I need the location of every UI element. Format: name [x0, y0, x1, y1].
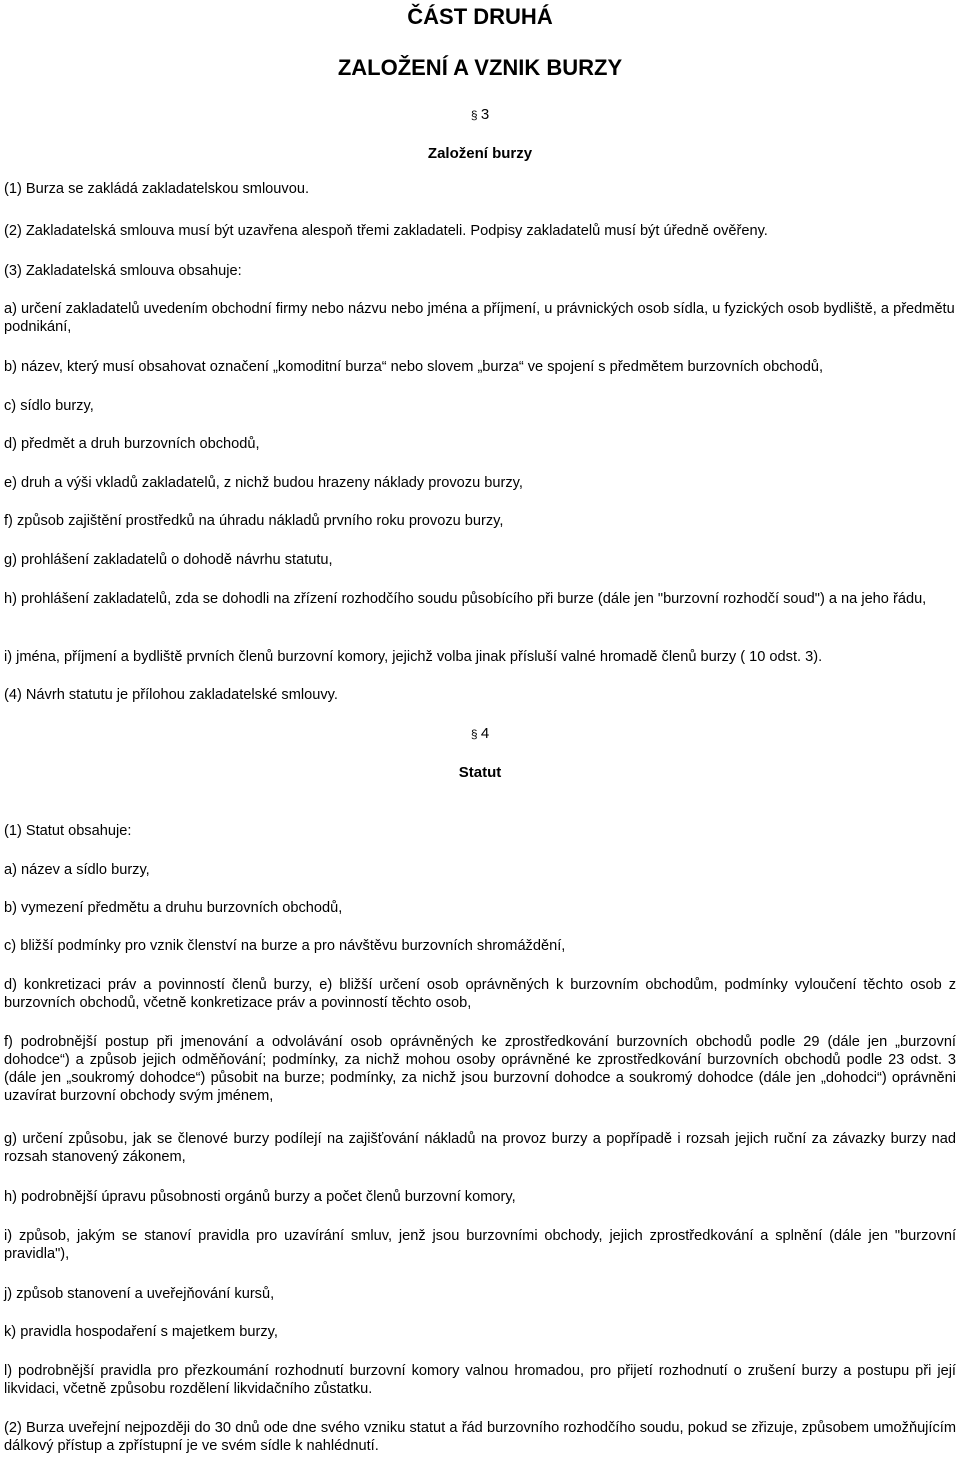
- section-4-title: Statut: [458, 764, 502, 781]
- statute-item-b: b) vymezení předmětu a druhu burzovních obchodů,: [4, 900, 343, 916]
- list-item-c: c) sídlo burzy,: [4, 398, 94, 414]
- statute-paragraph-2: (2) Burza uveřejní nejpozději do 30 dnů ode dne svého vzniku statut a řád burzovního rozhodčího soudu, pokud se zřizuje, způsobem umožňujícím dálkový přístup a zpřístupní je ve svém sídle k nahlédnutí.: [4, 1420, 956, 1454]
- paragraph-3: (3) Zakladatelská smlouva obsahuje:: [4, 263, 242, 279]
- list-item-a: a) určení zakladatelů uvedením obchodní firmy nebo názvu nebo jména a příjmení, u právnických osob sídla, u fyzických osob bydliště, a předmětu podnikání,: [4, 301, 955, 335]
- statute-item-l: l) podrobnější pravidla pro přezkoumání rozhodnutí burzovní komory valnou hromadou, pro přijetí rozhodnutí o zrušení burzy a postupu při její likvidaci, včetně způsobu rozdělení likvidačního zůstatku.: [4, 1363, 956, 1397]
- section-sign-icon: §: [470, 727, 481, 741]
- paragraph-2: (2) Zakladatelská smlouva musí být uzavřena alespoň třemi zakladateli. Podpisy zakladatelů musí být úředně ověřeny.: [4, 223, 768, 239]
- section-4-number: § 4: [470, 725, 490, 742]
- statute-item-a: a) název a sídlo burzy,: [4, 862, 150, 878]
- section-3-number: § 3: [470, 106, 490, 123]
- statute-item-k: k) pravidla hospodaření s majetkem burzy,: [4, 1324, 278, 1340]
- list-item-g: g) prohlášení zakladatelů o dohodě návrhu statutu,: [4, 552, 333, 568]
- section-3-title: Založení burzy: [427, 145, 533, 162]
- paragraph-4: (4) Návrh statutu je přílohou zakladatelské smlouvy.: [4, 687, 338, 703]
- part-title: ČÁST DRUHÁ: [407, 4, 553, 29]
- statute-item-f: f) podrobnější postup při jmenování a odvolávání osob oprávněných ke zprostředkování burzovních obchodů podle 29 (dále jen „burzovní dohodce“) a způsob jejich odměňování; podmínky, za nichž mohou osoby oprávněné ke zprostředkování burzovních obchodů podle 23 odst. 3 (dále jen „soukromý dohodce“) působit na burze; podmínky, za nichž jsou burzovní dohodce a soukromý dohodce (dále jen „dohodci“) oprávněni uzavírat burzovní obchody svým jménem,: [4, 1034, 956, 1104]
- part-subtitle: ZALOŽENÍ A VZNIK BURZY: [337, 55, 623, 80]
- statute-item-c: c) bližší podmínky pro vznik členství na burze a pro návštěvu burzovních shromáždění,: [4, 938, 566, 954]
- statute-item-d: d) konkretizaci práv a povinností členů burzy, e) bližší určení osob oprávněných k burzovním obchodům, podmínky vyloučení těchto osob z burzovních obchodů, včetně konkretizace práv a povinností těchto osob,: [4, 977, 956, 1011]
- statute-paragraph-1: (1) Statut obsahuje:: [4, 823, 132, 839]
- statute-item-j: j) způsob stanovení a uveřejňování kursů,: [4, 1286, 275, 1302]
- list-item-h: h) prohlášení zakladatelů, zda se dohodli na zřízení rozhodčího soudu působícího při burze (dále jen "burzovní rozhodčí soud") a na jeho řádu,: [4, 591, 927, 607]
- statute-item-i: i) způsob, jakým se stanoví pravidla pro uzavírání smluv, jenž jsou burzovními obchody, jejich zprostředkování a splnění (dále jen "burzovní pravidla"),: [4, 1228, 956, 1262]
- statute-item-g: g) určení způsobu, jak se členové burzy podílejí na zajišťování nákladů na provoz burzy a popřípadě i rozsah jejich ruční za závazky burzy nad rozsah stanovený zákonem,: [4, 1131, 956, 1165]
- list-item-e: e) druh a výši vkladů zakladatelů, z nichž budou hrazeny náklady provozu burzy,: [4, 475, 523, 491]
- list-item-i: i) jména, příjmení a bydliště prvních členů burzovní komory, jejichž volba jinak přísluší valné hromadě členů burzy ( 10 odst. 3).: [4, 649, 823, 665]
- statute-item-h: h) podrobnější úpravu působnosti orgánů burzy a počet členů burzovní komory,: [4, 1189, 516, 1205]
- list-item-b: b) název, který musí obsahovat označení „komoditní burza“ nebo slovem „burza“ ve spojení s předmětem burzovních obchodů,: [4, 359, 824, 375]
- list-item-f: f) způsob zajištění prostředků na úhradu nákladů prvního roku provozu burzy,: [4, 513, 504, 529]
- paragraph-1: (1) Burza se zakládá zakladatelskou smlouvou.: [4, 181, 310, 197]
- list-item-d: d) předmět a druh burzovních obchodů,: [4, 436, 260, 452]
- section-sign-icon: §: [470, 108, 481, 122]
